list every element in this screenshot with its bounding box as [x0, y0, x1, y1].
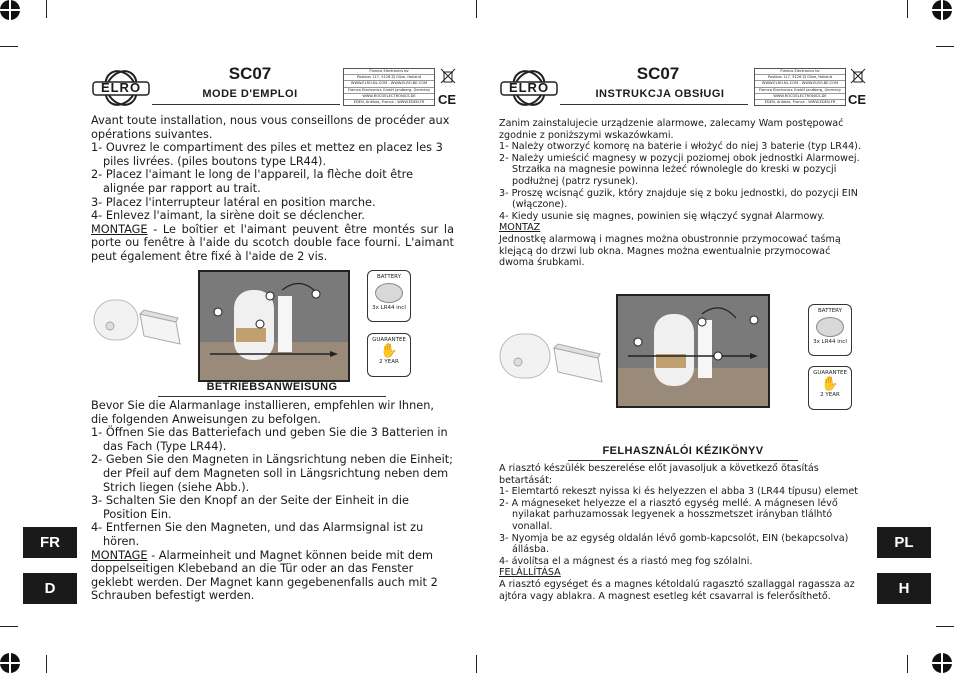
- fr-instructions: [91, 114, 454, 264]
- battery-badge-title: BATTERY: [376, 274, 402, 280]
- address-line: Flamco Electronics bv: [344, 69, 434, 75]
- battery-badge-text: 3x LR44 incl: [372, 305, 406, 311]
- company-address: [343, 68, 435, 106]
- registration-mark: [932, 653, 952, 673]
- crop-mark: [936, 626, 954, 627]
- logo-text: ELRO: [100, 80, 142, 95]
- de-title-rule: [158, 396, 386, 397]
- de-step: 1- Öffnen Sie das Batteriefach und geben Sie die 3 Batterien in das Fach (Type LR44).: [91, 426, 448, 453]
- fr-step: 2- Placez l'aimant le long de l'appareil, la flèche doit être alignée par rapport au trait.: [91, 168, 414, 195]
- ce-mark-icon: CE: [848, 92, 867, 107]
- elro-logo: [498, 68, 560, 108]
- fr-step: 1- Ouvrez le compartiment des piles et mettez en placez les 3 piles livrées. (piles boutons type LR44).: [91, 141, 443, 168]
- crop-mark: [0, 626, 18, 627]
- ce-mark-icon: CE: [438, 92, 457, 107]
- address-line: EDEN, Antibes, France - WWW.EDEN.FR: [764, 100, 836, 105]
- installation-photo: [198, 270, 350, 382]
- handshake-icon: ✋: [821, 376, 839, 392]
- hu-step: 3- Nyomja be az egység oldalán lévő gomb-kapcsolót, EIN (bekapcsolva) állásba.: [499, 532, 849, 556]
- battery-badge: [367, 270, 411, 322]
- crop-mark: [476, 655, 477, 673]
- pl-instructions: [499, 118, 865, 269]
- de-title: BETRIEBSANWEISUNG: [206, 381, 338, 393]
- fr-step: 4- Enlevez l'aimant, la sirène doit se déclencher.: [91, 209, 365, 223]
- address-line: Flamco Electronics GmbH Jandberg, Germany: [344, 88, 434, 94]
- crop-mark: [936, 46, 954, 47]
- address-line: WWW.ROCOELECTRONICS.DE: [755, 94, 845, 100]
- language-tab-d: D: [23, 573, 77, 604]
- pl-step: 2- Należy umieścić magnesy w pozycji poziomej obok jednostki Alarmowej. Strzałka na magnesie powinna leżeć równolegle do kreski w pozycji podłużnej (patrz rysunek).: [499, 152, 860, 187]
- pl-montage-text: Jednostkę alarmową i magnes można obustronnie przymocować taśmą klejącą do drzwi lub okna. Magnes można ewentualnie przymocować dwoma śrubkami.: [499, 233, 841, 269]
- battery-badge-title: BATTERY: [817, 308, 843, 314]
- guarantee-badge-title: GUARANTEE: [813, 370, 847, 376]
- pl-step: 3- Proszę wcisnąć guzik, który znajduje się z boku jednostki, do pozycji EIN (włączone).: [499, 187, 858, 211]
- fr-step: 3- Placez l'interrupteur latéral en position marche.: [91, 195, 376, 209]
- de-montage-text: - Alarmeinheit und Magnet können beide mit dem doppelseitigen Klebeband an die Tür oder an das Fenster geklebt werden. Der Magnet kann gegebenenfalls auch mit 2 Schrauben befestigt werden.: [91, 548, 438, 603]
- guarantee-badge-text: 2 YEAR: [379, 359, 399, 365]
- address-line: WWW.ELRO.NL.COM - WWW.ELRO.BE.COM: [344, 81, 434, 87]
- hu-title-rule: [568, 460, 798, 461]
- manual-subtitle: MODE D'EMPLOI: [202, 88, 298, 100]
- registration-mark: [0, 653, 20, 673]
- guarantee-badge: [808, 366, 852, 410]
- crop-mark: [907, 655, 908, 673]
- pl-intro: Zanim zainstalujecie urządzenie alarmowe, zalecamy Wam postępować zgodnie z poniższymi wskazówkami.: [499, 118, 844, 141]
- header-rule: [560, 104, 748, 105]
- crop-mark: [907, 0, 908, 18]
- hu-step: 1- Elemtartó rekeszt nyissa ki és helyezzen el abba 3 (LR44 típusu) elemet: [499, 486, 859, 498]
- registration-mark: [0, 0, 20, 20]
- product-image: [92, 292, 184, 348]
- address-line: Postbus 117, 5126 ZJ Gilze, Holland: [344, 75, 434, 81]
- guarantee-badge-text: 2 YEAR: [820, 392, 840, 398]
- logo-text: ELRO: [508, 80, 550, 95]
- language-tab-fr: FR: [23, 527, 77, 558]
- hu-step: 4- ávolítsa el a mágnest és a riastó meg fog szólalni.: [499, 555, 753, 567]
- address-line: EDEN, Antibes, France - WWW.EDEN.FR: [353, 100, 425, 105]
- registration-mark: [932, 0, 952, 20]
- handshake-icon: ✋: [380, 343, 398, 359]
- language-tab-h: H: [877, 573, 931, 604]
- hu-intro: A riasztó készülék beszerelése előt javasoljuk a következő ötasítás betartását:: [499, 463, 819, 486]
- pl-step: 4- Kiedy usunie się magnes, powinien się włączyć sygnał Alarmowy.: [499, 210, 825, 222]
- de-step: 4- Entfernen Sie den Magneten, und das Alarmsignal ist zu hören.: [91, 521, 424, 548]
- header-rule: [152, 104, 340, 105]
- crop-mark: [0, 46, 18, 47]
- product-image: [498, 326, 606, 386]
- crop-mark: [46, 655, 47, 673]
- crop-mark: [476, 0, 477, 18]
- de-intro: Bevor Sie die Alarmanlage installieren, empfehlen wir Ihnen, die folgenden Anweisungen zu befolgen.: [91, 399, 434, 426]
- installation-photo: [616, 294, 770, 408]
- fr-montage-text: - Le boîtier et l'aimant peuvent être montés sur la porte ou fenêtre à l'aide du scotch double face fourni. L'aimant peut également être fixé à l'aide de 2 vis.: [91, 222, 454, 263]
- weee-bin-icon: [850, 68, 866, 84]
- guarantee-badge-title: GUARANTEE: [372, 337, 406, 343]
- hu-step: 2- A mágneseket helyezze el a riasztó egység mellé. A mágnesen lévő nyilakat parhuzamossak legyenek a hosszmetszet irányban tlálhtó vonallal.: [499, 497, 838, 532]
- de-montage: [91, 549, 454, 603]
- address-line: Flamco Electronics GmbH Jandberg, Germany: [755, 88, 845, 94]
- guarantee-badge: [367, 333, 411, 377]
- language-tab-pl: PL: [877, 527, 931, 558]
- de-montage-label: MONTAGE: [91, 548, 148, 562]
- de-instructions: [91, 399, 454, 603]
- battery-badge-text: 3x LR44 incl: [813, 339, 847, 345]
- model-title: SC07: [228, 64, 272, 83]
- battery-coin-icon: [816, 317, 844, 337]
- pl-montage-label: MONTAZ: [499, 222, 541, 234]
- address-line: WWW.ROCOELECTRONICS.DE: [344, 94, 434, 100]
- battery-badge: [808, 304, 852, 356]
- weee-bin-icon: [440, 68, 456, 84]
- hu-montage-label: FELÁLLÍTÁSA: [499, 567, 561, 579]
- de-step: 2- Geben Sie den Magneten in Längsrichtung neben die Einheit; der Pfeil auf dem Magneten soll in Längsrichtung neben dem Strich liegen (siehe Abb.).: [91, 453, 453, 494]
- fr-montage-label: MONTAGE: [91, 222, 148, 236]
- de-step: 3- Schalten Sie den Knopf an der Seite der Einheit in die Position Ein.: [91, 494, 410, 521]
- company-address: [754, 68, 846, 106]
- fr-montage: [91, 223, 454, 264]
- hu-instructions: [499, 463, 865, 602]
- crop-mark: [46, 0, 47, 18]
- manual-subtitle: INSTRUKCJA OBSłUGI: [595, 88, 725, 100]
- address-line: WWW.ELRO.NL.COM - WWW.ELRO.BE.COM: [755, 81, 845, 87]
- hu-title: FELHASZNÁLÓI KÉZIKÖNYV: [602, 445, 764, 457]
- fr-intro: Avant toute installation, nous vous conseillons de procéder aux opérations suivantes.: [91, 114, 450, 141]
- battery-coin-icon: [375, 283, 403, 303]
- address-line: Flamco Electronics bv: [755, 69, 845, 75]
- model-title: SC07: [636, 64, 680, 83]
- hu-montage-text: A riasztó egységet és a magnes kétoldalú ragasztó szallaggal ragassza az ajtóra vagy ablakra. A magnest esetleg két csavarral is felerősíthető.: [499, 578, 855, 602]
- address-line: Postbus 117, 5126 ZJ Gilze, Holland: [755, 75, 845, 81]
- pl-step: 1- Należy otworzyć komorę na baterie i włożyć do niej 3 baterie (typ LR44).: [499, 141, 861, 153]
- elro-logo: [90, 68, 152, 108]
